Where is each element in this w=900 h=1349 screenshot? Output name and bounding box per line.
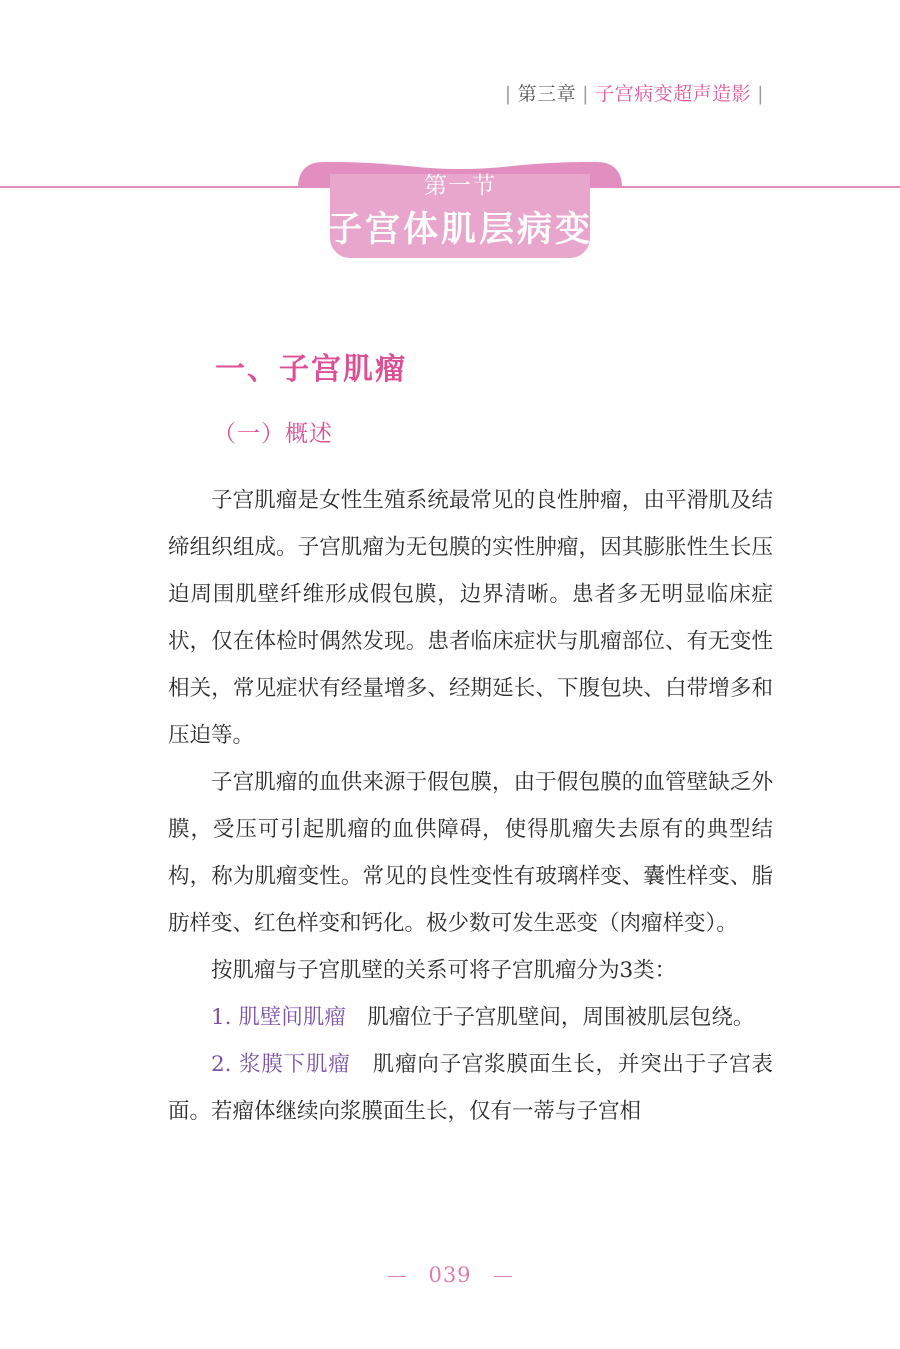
page-number [0, 1263, 900, 1287]
list-item-text: 肌瘤位于子宫肌壁间，周围被肌层包绕。 [367, 1005, 755, 1030]
section-title: 子宫体肌层病变 [326, 210, 593, 250]
paragraph-overview: 子宫肌瘤是女性生殖系统最常见的良性肿瘤，由平滑肌及结缔组织组成。子宫肌瘤为无包膜的实性肿瘤，因其膨胀性生长压迫周围肌壁纤维形成假包膜，边界清晰。患者多无明显临床症状，仅在体检时偶然发现。患者临床症状与肌瘤部位、有无变性相关，常见症状有经量增多、经期延长、下腹包块、白带增多和压迫等。 [168, 488, 773, 748]
body-text [168, 477, 773, 1135]
page-number-value: 039 [428, 1263, 472, 1287]
list-item-intramural [168, 994, 773, 1041]
header-divider: | [757, 83, 764, 105]
list-item-label: 1. 肌壁间肌瘤 [211, 1005, 346, 1030]
running-header [499, 79, 770, 106]
list-item-label: 2. 浆膜下肌瘤 [211, 1052, 351, 1077]
heading-level-2: （一）概述 [213, 421, 333, 447]
paragraph-blood-supply: 子宫肌瘤的血供来源于假包膜，由于假包膜的血管壁缺乏外膜，受压可引起肌瘤的血供障碍，使得肌瘤失去原有的典型结构，称为肌瘤变性。常见的良性变性有玻璃样变、囊性样变、脂肪样变、红色样变和钙化。极少数可发生恶变（肉瘤样变）。 [168, 770, 773, 936]
header-divider: | [504, 83, 512, 105]
banner-rule-right [620, 186, 900, 188]
list-item-subserosal [168, 1041, 773, 1135]
heading-level-1: 一、子宫肌瘤 [215, 352, 407, 387]
section-banner [298, 158, 622, 258]
chapter-label: 第三章 [517, 83, 577, 105]
banner-rule-left [0, 186, 300, 188]
paragraph-classification: 按肌瘤与子宫肌壁的关系可将子宫肌瘤分为3类： [211, 958, 677, 983]
section-number: 第一节 [424, 173, 496, 199]
chapter-title: 子宫病变超声造影 [595, 83, 752, 105]
header-divider: | [582, 83, 590, 105]
list-item-text: 肌瘤向子宫浆膜面生长，并突出于子宫表面。若瘤体继续向浆膜面生长，仅有一蒂与子宫相 [168, 1052, 773, 1124]
page-dash-left [388, 1276, 406, 1277]
page-dash-right [494, 1276, 512, 1277]
